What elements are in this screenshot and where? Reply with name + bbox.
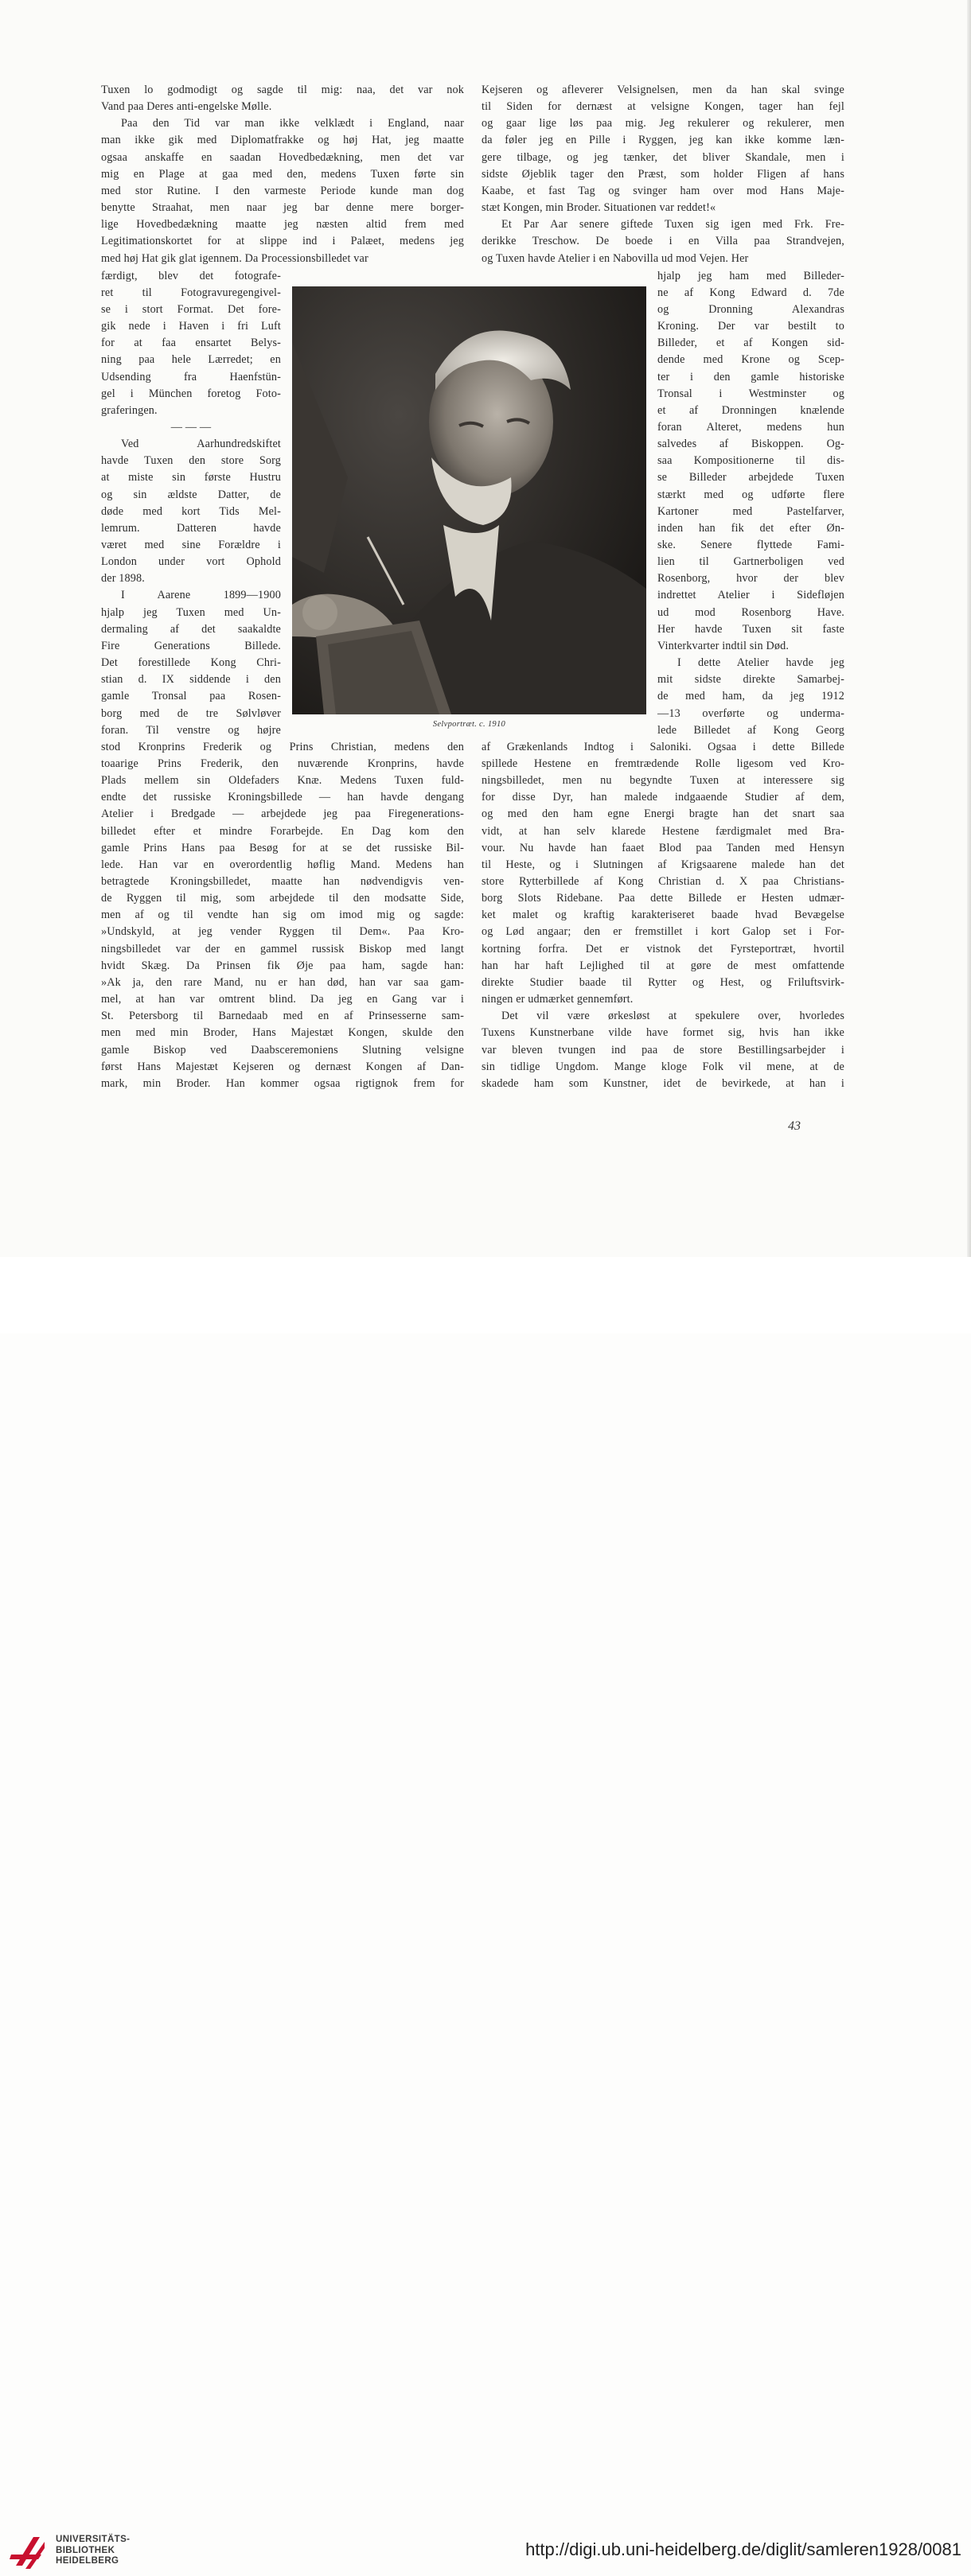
text-line: se Billeder arbejdede Tuxen xyxy=(657,471,844,484)
text-line: og Lød angaar; den er fremstillet i kort Galop set i For- xyxy=(482,925,844,939)
text-line: sidste Øjeblik tager den Præst, som holder Fligen af hans xyxy=(482,167,844,181)
text-line: hjalp jeg ham med Billeder- xyxy=(657,269,844,282)
text-line: saa Kompositionerne til dis- xyxy=(657,454,844,468)
text-line: og gaar lige løs paa mig. Jeg rekulerer og rekulerer, men xyxy=(482,117,844,130)
text-line: havde Tuxen den store Sorg xyxy=(101,454,281,468)
text-line: lede. Han var en overordentlig høflig Mand. Medens han xyxy=(101,858,464,871)
text-line: — — — xyxy=(170,420,212,434)
text-line: Kartoner med Pastelfarver, xyxy=(657,504,844,518)
text-line: borg med de tre Sølvløver xyxy=(101,706,281,720)
text-line: Fire Generations Billede. xyxy=(101,639,281,652)
text-line: men af og til vendte han sig om imod mig og sagde: xyxy=(101,909,464,922)
text-line: for at faa ensartet Belys- xyxy=(101,337,281,350)
text-line: ske. Senere flyttede Fami- xyxy=(657,539,844,551)
text-line: og Dronning Alexandras xyxy=(657,302,844,316)
figure-caption: Selvportræt. c. 1910 xyxy=(432,720,506,729)
text-line: foran. Til venstre og højre xyxy=(101,723,281,737)
text-line: gel i München foretog Foto- xyxy=(101,387,281,400)
text-line: Et Par Aar senere giftede Tuxen sig igen med Frk. Fre- xyxy=(501,218,844,232)
text-line: derikke Treschow. De boede i en Villa paa Strandvejen, xyxy=(482,235,844,248)
text-line: og Tuxen havde Atelier i en Nabovilla ud mod Vejen. Her xyxy=(482,251,749,265)
text-line: —13 overførte og underma- xyxy=(657,706,844,720)
text-line: lede Billedet af Kong Georg xyxy=(657,723,844,737)
text-line: Atelier i Bredgade — arbejdede jeg paa Firegenerations- xyxy=(101,807,464,821)
text-line: hvidt Skæg. Da Prinsen fik Øje paa ham, sagde han: xyxy=(101,959,464,972)
text-line: St. Petersborg til Barnedaab med en af Prinsesserne sam- xyxy=(101,1010,464,1023)
text-line: Vand paa Deres anti-engelske Mølle. xyxy=(101,100,272,114)
text-line: man ikke gik med Diplomatfrakke og høj Hat, jeg maatte xyxy=(101,134,464,147)
university-logo-icon xyxy=(10,2531,48,2576)
text-line: de med ham, da jeg 1912 xyxy=(657,690,844,703)
text-line: at miste sin første Hustru xyxy=(101,471,281,484)
text-line: først Hans Majestæt Kejseren og dernæst Kongen af Dan- xyxy=(101,1060,464,1073)
text-line: Det forestillede Kong Chri- xyxy=(101,656,281,670)
text-line: lien til Gartnerboligen ved xyxy=(657,555,844,569)
text-line: der 1898. xyxy=(101,572,145,586)
text-line: London under vort Ophold xyxy=(101,555,281,569)
self-portrait-image xyxy=(292,286,646,714)
text-line: ogsaa anskaffe en saadan Hovedbedækning, men det var xyxy=(101,150,464,164)
text-line: gere tilbage, og jeg tænker, det bliver Skandale, men i xyxy=(482,150,844,164)
text-line: stæt Kongen, min Broder. Situationen var reddet!« xyxy=(482,201,716,215)
text-line: graferingen. xyxy=(101,403,158,417)
text-line: mark, min Broder. Han kommer ogsaa rigtignok frem for xyxy=(101,1076,464,1090)
text-line: de Ryggen til mig, som arbejdede til den modsatte Side, xyxy=(101,892,464,905)
text-line: indrettet Atelier i Sidefløjen xyxy=(657,589,844,602)
text-line: ningen er udmærket gennemført. xyxy=(482,993,634,1006)
text-line: gamle Tronsal paa Rosen- xyxy=(101,690,281,703)
text-line: ningsbilledet var der en gammel russisk Biskop med langt xyxy=(101,942,464,955)
text-line: Udsending fra Haenfstün- xyxy=(101,370,281,383)
text-line: I Aarene 1899—1900 xyxy=(121,589,281,602)
text-line: Paa den Tid var man ikke velklædt i England, naar xyxy=(121,117,464,130)
text-line: til Heste, og i Slutningen af Krigsaarene malede han det xyxy=(482,858,844,871)
text-line: Det vil være ørkesløst at spekulere over, hvorledes xyxy=(501,1010,844,1023)
text-line: stod Kronprins Frederik og Prins Christian, medens den xyxy=(101,740,464,753)
text-line: benytte Straahat, men naar jeg bar denne mere borger- xyxy=(101,201,464,215)
text-line: da føler jeg en Pille i Ryggen, jeg kan ikke komme læn- xyxy=(482,134,844,147)
library-name-line1: UNIVERSITÄTS- xyxy=(56,2535,131,2544)
text-line: ter i den gamle historiske xyxy=(657,370,844,383)
text-line: ret til Fotogravuregengivel- xyxy=(101,286,281,299)
text-line: kortning forfra. Det er vistnok det Fyrsteportræt, hvortil xyxy=(482,942,844,955)
text-line: Tuxens Kunstnerbane vilde have formet sig, hvis han ikke xyxy=(482,1026,844,1040)
text-line: betragtede Kroningsbilledet, maatte han nødvendigvis ven- xyxy=(101,875,464,888)
text-line: ket malet og kraftig karakteriseret baade hvad Bevægelse xyxy=(482,909,844,922)
text-line: af Grækenlands Indtog i Saloniki. Ogsaa i dette Billede xyxy=(482,740,844,753)
text-line: stian d. IX siddende i den xyxy=(101,673,281,687)
text-line: »Undskyld, at jeg vender Ryggen til Dem«. Paa Kro- xyxy=(101,925,464,939)
library-name xyxy=(56,2535,130,2567)
text-line: været med sine Forældre i xyxy=(101,539,281,551)
text-line: og sin ældste Datter, de xyxy=(101,488,281,501)
text-line: »Ak ja, den rare Mand, nu er han død, han var saa gam- xyxy=(101,975,464,989)
text-line: med høj Hat gik glat igennem. Da Processionsbilledet var xyxy=(101,251,369,265)
text-line: Tuxen lo godmodigt og sagde til mig: naa, det var nok xyxy=(101,84,464,96)
text-line: skadede ham som Kunstner, idet de bevirkede, at han i xyxy=(482,1076,844,1090)
text-line: Her havde Tuxen sit faste xyxy=(657,622,844,636)
text-line: Kroning. Der var bestilt to xyxy=(657,320,844,333)
text-line: foran Alteret, medens hun xyxy=(657,420,844,434)
text-line: store Rytterbillede af Kong Christian d. X paa Christians- xyxy=(482,875,844,888)
text-line: spillede Hestene en fremtrædende Rolle ligesom ved Kro- xyxy=(482,757,844,770)
text-line: med stor Rutine. I den varmeste Periode kunde man dog xyxy=(101,184,464,197)
text-line: for disse Dyr, han malede indgaaende Studier af dem, xyxy=(482,791,844,804)
text-line: Billeder, et af Kongen sid- xyxy=(657,337,844,350)
text-line: Kaabe, et fast Tag og svinger ham over mod Hans Maje- xyxy=(482,184,844,197)
text-line: til Siden for dernæst at velsigne Kongen, tager han fejl xyxy=(482,100,844,114)
text-line: se i stort Format. Det fore- xyxy=(101,302,281,316)
text-line: ne af Kong Edward d. 7de xyxy=(657,286,844,299)
text-line: dende med Krone og Scep- xyxy=(657,353,844,367)
text-line: gamle Biskop ved Daabsceremoniens Slutning velsigne xyxy=(101,1043,464,1056)
text-line: salvedes af Biskoppen. Og- xyxy=(657,438,844,451)
text-line: borg Slots Ridebane. Paa dette Billede er Hesten udmær- xyxy=(482,892,844,905)
text-line: lige Hovedbedækning maatte jeg næsten altid frem med xyxy=(101,218,464,232)
text-line: hjalp jeg Tuxen med Un- xyxy=(101,605,281,619)
text-line: men med min Broder, Hans Majestæt Kongen, skulde den xyxy=(101,1026,464,1040)
text-line: var bleven tvungen ind paa de store Bestillingsarbejder i xyxy=(482,1043,844,1056)
text-line: sin tidlige Ungdom. Mange kloge Folk vil mene, at de xyxy=(482,1060,844,1073)
text-line: vour. Nu havde han faaet Blod paa Tanden med Hensyn xyxy=(482,841,844,854)
text-line: gik nede i Haven i fri Luft xyxy=(101,320,281,333)
text-line: endte det russiske Kroningsbillede — han havde dengang xyxy=(101,791,464,804)
text-line: døde med kort Tids Mel- xyxy=(101,504,281,518)
text-line: Vinterkvarter indtil sin Død. xyxy=(657,639,790,652)
text-line: Plads mellem sin Oldefaders Knæ. Medens Tuxen fuld- xyxy=(101,774,464,788)
text-line: Tronsal i Westminster og xyxy=(657,387,844,400)
source-url-link[interactable]: http://digi.ub.uni-heidelberg.de/diglit/samleren1928/0081 xyxy=(525,2539,961,2559)
text-line: direkte Studier baade til Rytter og Hest, og Friluftsvirk- xyxy=(482,975,844,989)
text-line: ud mod Rosenborg Have. xyxy=(657,605,844,619)
text-line: toaarige Prins Frederik, den nuværende Kronprins, havde xyxy=(101,757,464,770)
text-line: og med den ham egne Energi bragte han det snart saa xyxy=(482,807,844,821)
text-line: ning paa hele Lærredet; en xyxy=(101,353,281,367)
text-line: inden han fik det efter Øn- xyxy=(657,521,844,535)
text-line: lemrum. Datteren havde xyxy=(101,521,281,535)
text-line: mel, at han var omtrent blind. Da jeg en Gang var i xyxy=(101,993,464,1006)
text-line: mit sidste direkte Samarbej- xyxy=(657,673,844,687)
text-line: et af Dronningen knælende xyxy=(657,403,844,417)
text-line: billedet efter et mindre Forarbejde. En Dag kom den xyxy=(101,824,464,838)
library-name-line3: HEIDELBERG xyxy=(56,2556,119,2566)
text-line: Kejseren og afleverer Velsignelsen, men da han skal svinge xyxy=(482,84,844,96)
text-line: I dette Atelier havde jeg xyxy=(677,656,844,670)
text-line: mig en Plage at gaa med den, medens Tuxen førte sin xyxy=(101,167,464,181)
text-line: Rosenborg, hvor der blev xyxy=(657,572,844,586)
text-line: Legitimationskortet for at slippe ind i Palæet, medens jeg xyxy=(101,235,464,248)
text-line: færdigt, blev det fotografe- xyxy=(101,269,281,282)
text-line: gamle Prins Hans paa Besøg for at se det russiske Bil- xyxy=(101,841,464,854)
text-line: Ved Aarhundredskiftet xyxy=(121,438,281,451)
text-line: han har haft Lejlighed til at gøre de mest omfattende xyxy=(482,959,844,972)
text-line: ningsbilledet, men nu begyndte Tuxen at interessere sig xyxy=(482,774,844,788)
page-edge-shadow xyxy=(967,0,971,1257)
library-name-line2: BIBLIOTHEK xyxy=(56,2545,115,2555)
page-number: 43 xyxy=(788,1119,801,1133)
footer-bar xyxy=(0,1257,971,2566)
text-line: vidt, at han selv klarede Hestene færdigmalet med Bra- xyxy=(482,824,844,838)
text-line: stærkt med og udførte flere xyxy=(657,488,844,501)
text-line: dermaling af det saakaldte xyxy=(101,622,281,636)
